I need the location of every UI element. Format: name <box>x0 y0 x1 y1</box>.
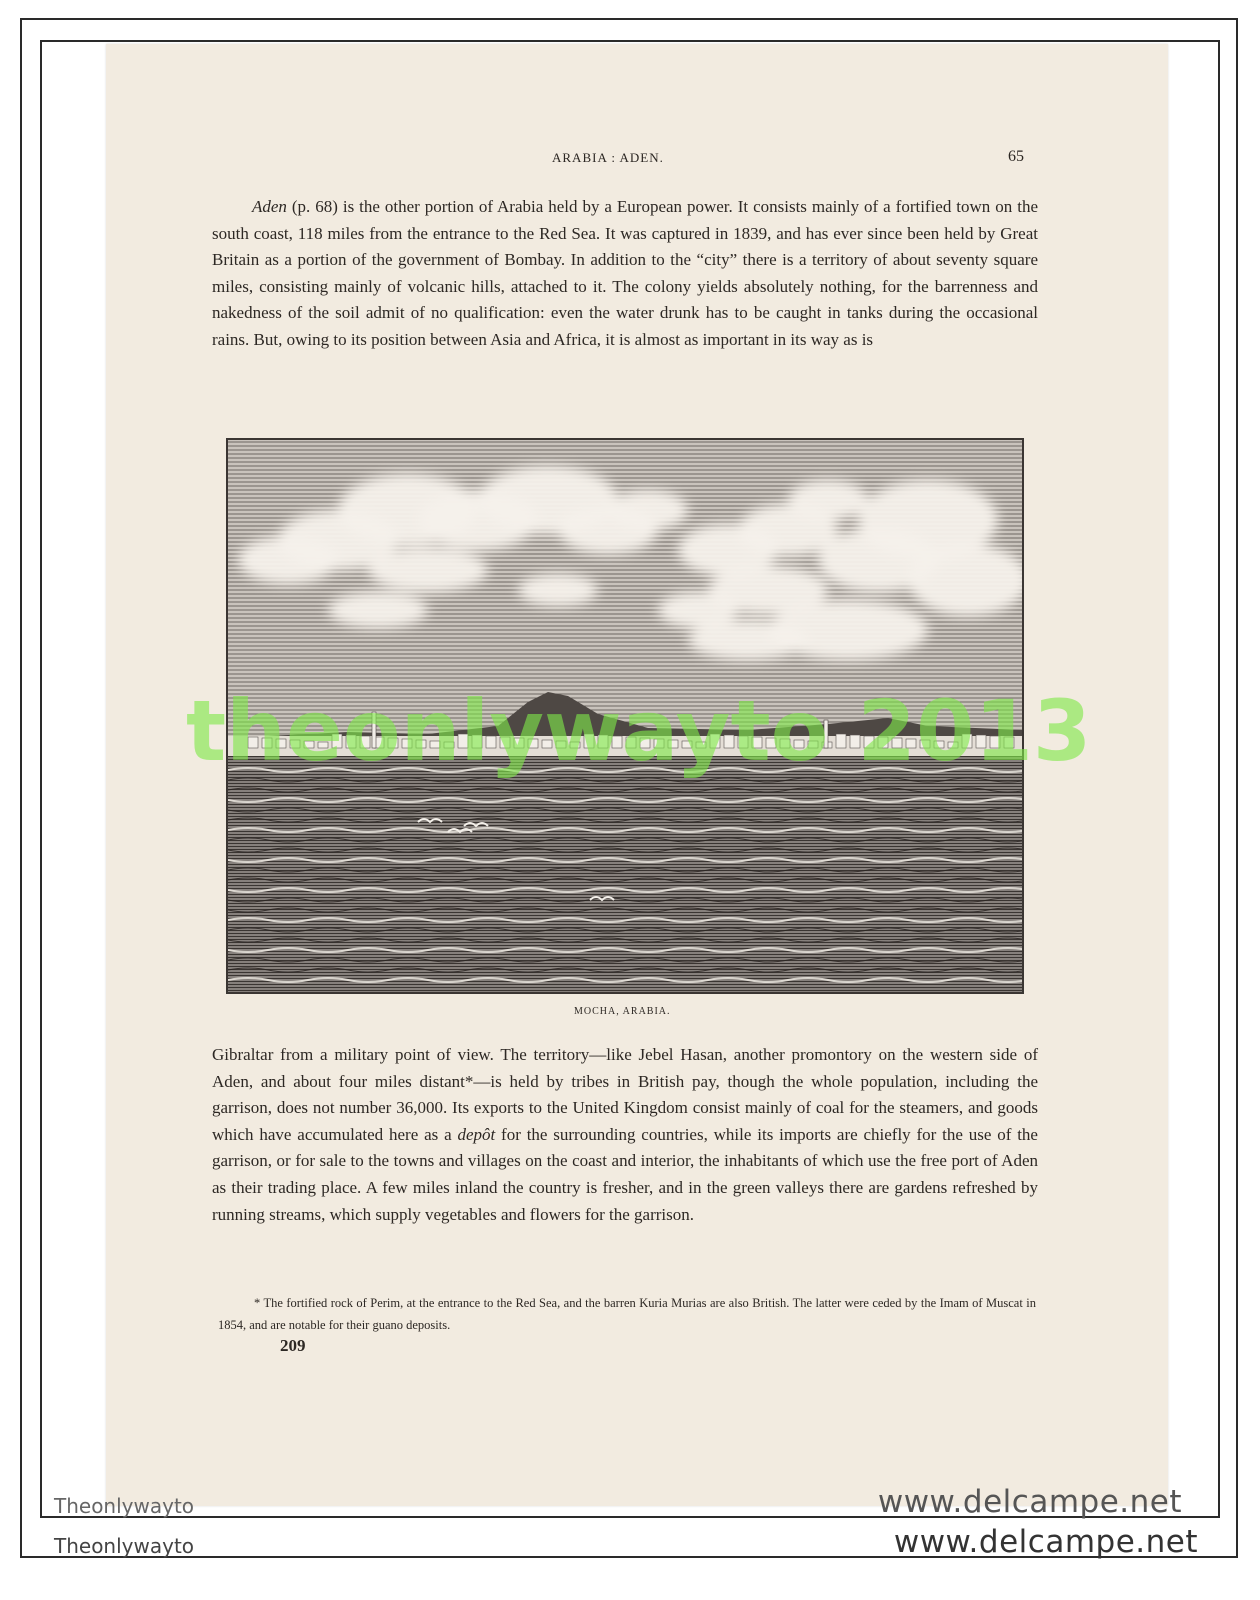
paragraph-bottom-text-2: for the surrounding countries, while its imports are chiefly for the use of the garrison, or for sale to the towns and villages on the coast and interior, the inhabitants of which use the free port of Aden as their trading place. A few miles inland the country is fresher, and in the green valleys there are gardens refreshed by running streams, which supply vegetables and flowers for the garrison. <box>212 1124 1038 1224</box>
paragraph-top-text: (p. 68) is the other portion of Arabia held by a European power. It consists mainly of a fortified town on the south coast, 118 miles from the entrance to the Red Sea. It was captured in 1839, and has ever since been held by Great Britain as a portion of the government of Bombay. In addition to the “city” there is a territory of about seventy square miles, consisting mainly of volcanic hills, attached to it. The colony yields absolutely nothing, for the barrenness and nakedness of the soil admit of no qualification: even the water drunk has to be caught in tanks during the occasional rains. But, owing to its position between Asia and Africa, it is almost as important in its way as is <box>212 197 1038 349</box>
paragraph-bottom <box>212 1042 1038 1228</box>
cloud <box>788 480 868 520</box>
italic-aden: Aden <box>252 197 287 216</box>
seller-name[interactable]: Theonlywayto <box>54 1494 195 1518</box>
page-number: 65 <box>1008 148 1024 165</box>
cloud <box>368 548 488 592</box>
seller-name[interactable]: Theonlywayto <box>54 1534 195 1558</box>
footer-bar-2 <box>0 1524 1260 1564</box>
site-link[interactable]: www.delcampe.net <box>877 1484 1182 1520</box>
cloud <box>688 620 808 660</box>
sea <box>228 756 1022 992</box>
footnote-text: * The fortified rock of Perim, at the entrance to the Red Sea, and the barren Kuria Murias are also British. The latter were ceded by the Imam of Muscat in 1854, and are notable for their guano deposits. <box>218 1296 1036 1332</box>
cloud <box>608 490 688 530</box>
italic-depot: depôt <box>457 1124 496 1144</box>
footer-bar-1 <box>0 1484 1260 1524</box>
cloud <box>518 574 598 606</box>
footnote <box>218 1292 1036 1336</box>
site-link[interactable]: www.delcampe.net <box>893 1524 1198 1560</box>
paragraph-top <box>212 194 1038 354</box>
cloud <box>328 592 428 628</box>
running-head: ARABIA : ADEN. <box>552 150 664 165</box>
signature-number: 209 <box>280 1336 306 1355</box>
watermark-text: theonlywayto 2013 <box>186 682 1092 780</box>
paragraph-bottom-text-1: Gibraltar from a military point of view. The territory—like Jebel Hasan, another promontory on the western side of Aden, and about four miles distant*—is held by tribes in British pay, though the whole population, including the garrison, does not number 36,000. Its exports to the United Kingdom consist mainly of coal for the steamers, and goods which have accumulated here as a <box>212 1045 1038 1144</box>
figure-caption: MOCHA, ARABIA. <box>574 1006 671 1017</box>
